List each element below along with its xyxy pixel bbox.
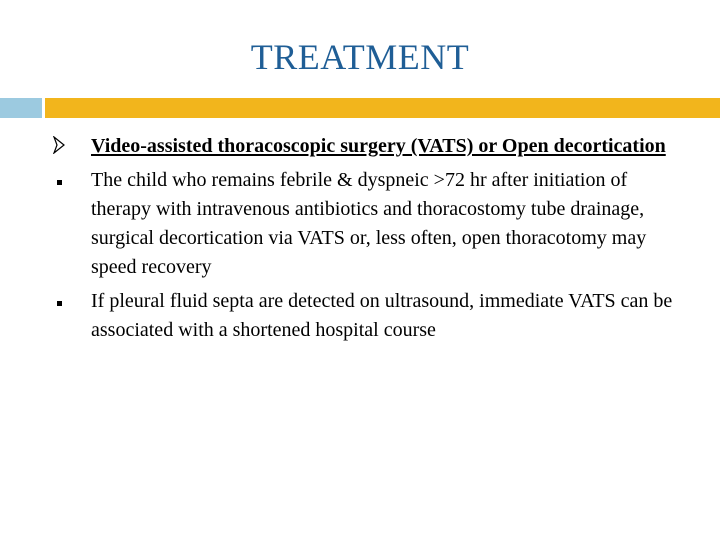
bullet-item-vats [0,132,720,161]
bullet-item-febrile-child [0,166,720,282]
bullet-text: The child who remains febrile & dyspneic >72 hr after initiation of therapy with intravenous antibiotics and thoracostomy tube drainage, surgical decortication via VATS or, less often, open thoracotomy may speed recovery [91,169,647,278]
slide-title: TREATMENT [250,37,470,77]
bullet-list [0,132,720,345]
arrow-bullet-icon [52,136,66,154]
square-bullet-icon [57,301,62,306]
bullet-text: Video-assisted thoracoscopic surgery (VATS) or Open decortication [91,135,666,157]
bullet-text: If pleural fluid septa are detected on ultrasound, immediate VATS can be associated with a shortened hospital course [91,290,673,341]
accent-bar-blue [0,98,42,118]
accent-bar-gold [45,98,720,118]
square-bullet-icon [57,180,62,185]
bullet-item-pleural-septa [0,287,720,345]
